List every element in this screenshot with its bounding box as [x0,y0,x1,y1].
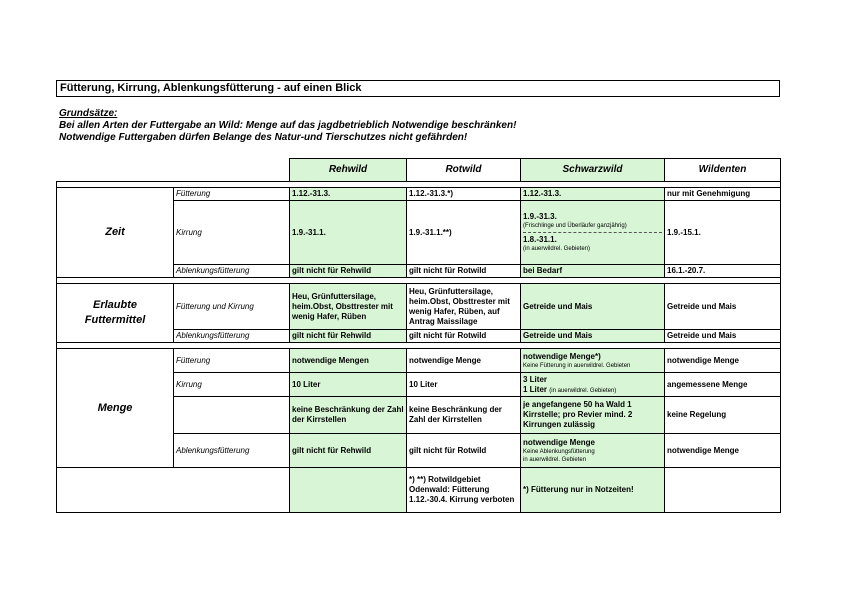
table-row: Kirrung 1.9.-31.1. 1.9.-31.1.**) 1.9.-31.3. (Frischlinge und Überläufer ganzjährig) 1.8.-31.1. (in auerwildrel. Gebieten) 1.9.-15.1. [57,201,781,265]
divider [523,232,662,233]
section-futtermittel: Erlaubte Futtermittel [57,284,174,343]
grundsaetze-line-1: Bei allen Arten der Futtergabe an Wild: Menge auf das jagdbetrieblich Notwendige beschränken! [59,120,517,131]
col-header-rehwild: Rehwild [290,159,407,182]
col-header-wildenten: Wildenten [665,159,781,182]
grundsaetze-line-2: Notwendige Futtergaben dürfen Belange des Natur-und Tierschutzes nicht gefährden! [59,132,468,143]
col-header-rotwild: Rotwild [407,159,521,182]
footnote-row [57,468,781,513]
header-row [57,159,781,182]
table-row: Ablenkungsfütterung gilt nicht für Rehwild gilt nicht für Rotwild notwendige Menge Keine Ablenkungsfütterung in auerwildrel. Gebieten notwendige Menge [57,434,781,468]
grundsaetze-heading: Grundsätze: [59,108,118,119]
section-menge: Menge [57,349,174,468]
table-row: keine Beschränkung der Zahl der Kirrstellen keine Beschränkung der Zahl der Kirrstellen je angefangene 50 ha Wald 1 Kirrstelle; pro Revier mind. 2 Kirrungen zulässig keine Regelung [57,397,781,434]
section-zeit: Zeit [57,188,174,278]
footnote-rotwild: *) **) Rotwildgebiet Odenwald: Fütterung 1.12.-30.4. Kirrung verboten [407,468,521,513]
overview-table [56,158,781,513]
table-row: Erlaubte Futtermittel Fütterung und Kirrung Heu, Grünfuttersilage, heim.Obst, Obsttrester mit wenig Hafer, Rüben Heu, Grünfuttersilage, heim.Obst, Obsttrester mit wenig Hafer, Rüben, auf Antrag Maissilage Getreide und Mais Getreide und Mais [57,284,781,330]
page-title: Fütterung, Kirrung, Ablenkungsfütterung - auf einen Blick [56,80,780,97]
table-row: Ablenkungsfütterung gilt nicht für Rehwild gilt nicht für Rotwild Getreide und Mais Getreide und Mais [57,330,781,343]
table-row: Menge Fütterung notwendige Mengen notwendige Menge notwendige Menge*) Keine Fütterung in auerwildrel. Gebieten notwendige Menge [57,349,781,373]
col-header-schwarzwild: Schwarzwild [521,159,665,182]
table-row: Ablenkungsfütterung gilt nicht für Rehwild gilt nicht für Rotwild bei Bedarf 16.1.-20.7. [57,265,781,278]
grundsaetze [59,108,516,144]
cell-schwarzwild-kirrung: 1.9.-31.3. (Frischlinge und Überläufer ganzjährig) 1.8.-31.1. (in auerwildrel. Gebieten) [521,201,665,265]
table-row: Kirrung 10 Liter 10 Liter 3 Liter 1 Liter (in auerwildrel. Gebieten) angemessene Menge [57,373,781,397]
footnote-schwarzwild: *) Fütterung nur in Notzeiten! [521,468,665,513]
table-row: Zeit Fütterung 1.12.-31.3. 1.12.-31.3.*) 1.12.-31.3. nur mit Genehmigung [57,188,781,201]
